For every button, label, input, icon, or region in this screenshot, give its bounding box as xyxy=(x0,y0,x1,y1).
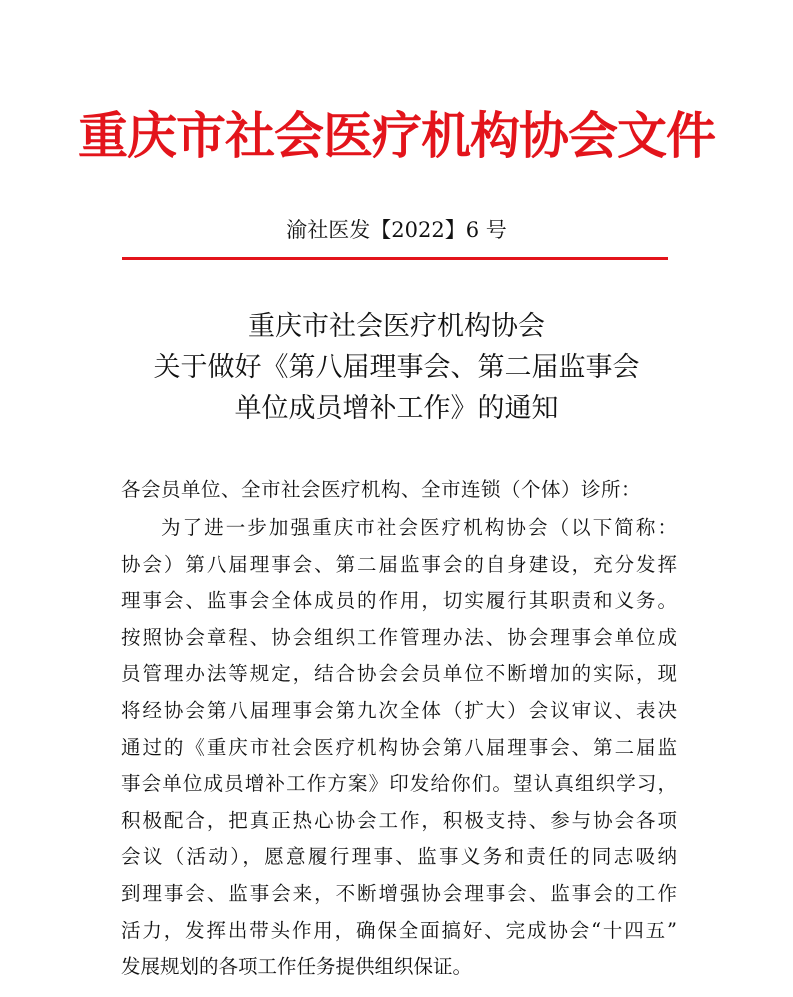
body-line-9: 积极配合，把真正热心协会工作，积极支持、参与协会各项 xyxy=(121,808,677,832)
body-line-12: 活力，发挥出带头作用，确保全面搞好、完成协会“十四五” xyxy=(121,918,677,942)
body-line-10: 会议（活动），愿意履行理事、监事义务和责任的同志吸纳 xyxy=(121,845,677,869)
body-paragraph xyxy=(121,510,677,986)
body-line-7: 通过的《重庆市社会医疗机构协会第八届理事会、第二届监 xyxy=(121,735,677,759)
notice-title-line-3: 单位成员增补工作》的通知 xyxy=(234,393,559,424)
body-line-13: 发展规划的各项工作任务提供组织保证。 xyxy=(121,955,473,979)
notice-title-line-2: 关于做好《第八届理事会、第二届监事会 xyxy=(153,352,640,383)
document-number: 渝社医发【2022】6 号 xyxy=(286,218,507,242)
body-line-5: 员管理办法等规定，结合协会会员单位不断增加的实际，现 xyxy=(121,662,677,686)
body-line-2: 协会）第八届理事会、第二届监事会的自身建设，充分发挥 xyxy=(121,552,677,576)
body-line-1: 为了进一步加强重庆市社会医疗机构协会（以下简称： xyxy=(161,516,677,539)
notice-title xyxy=(0,306,793,429)
body-line-11: 到理事会、监事会来，不断增强协会理事会、监事会的工作 xyxy=(121,881,677,905)
org-header-title: 重庆市社会医疗机构协会文件 xyxy=(78,106,715,165)
body-line-6: 将经协会第八届理事会第九次全体（扩大）会议审议、表决 xyxy=(121,698,677,722)
red-divider-line xyxy=(122,257,668,260)
notice-title-line-1: 重庆市社会医疗机构协会 xyxy=(248,311,545,342)
body-line-4: 按照协会章程、协会组织工作管理办法、协会理事会单位成 xyxy=(121,625,677,649)
salutation: 各会员单位、全市社会医疗机构、全市连锁（个体）诊所： xyxy=(121,478,642,501)
body-line-3: 理事会、监事会全体成员的作用，切实履行其职责和义务。 xyxy=(121,589,677,613)
body-line-8: 事会单位成员增补工作方案》印发给你们。望认真组织学习， xyxy=(121,772,677,796)
